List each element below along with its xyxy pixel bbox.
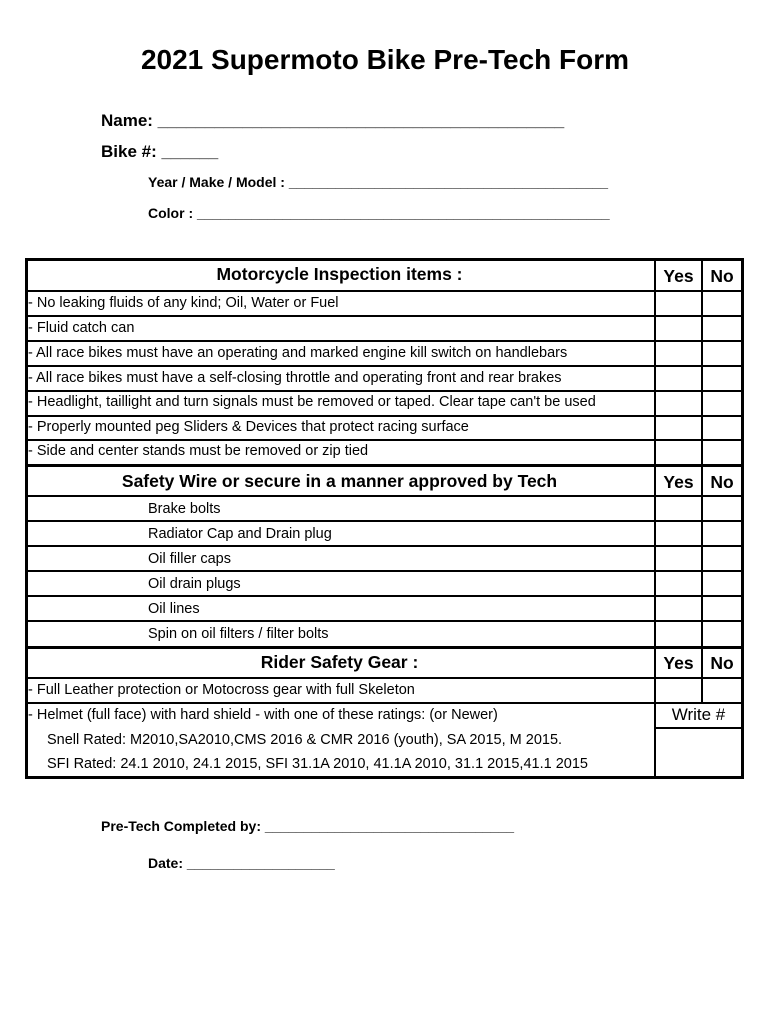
rider-gear-no-header: No [710, 653, 734, 673]
pre-tech-completed-by-field[interactable]: Pre-Tech Completed by: ________________________________ [101, 818, 515, 834]
bike-number-field[interactable]: Bike #: ______ [101, 142, 219, 161]
inspection-item: - No leaking fluids of any kind; Oil, Water or Fuel [28, 295, 339, 311]
inspection-no-header: No [710, 266, 734, 286]
inspection-item: - Side and center stands must be removed or zip tied [28, 443, 369, 459]
date-field[interactable]: Date: ___________________ [148, 855, 335, 871]
safety-wire-yes-header: Yes [663, 472, 694, 492]
rider-gear-item: - Full Leather protection or Motocross gear with full Skeleton [28, 682, 415, 698]
helmet-rating-write-box[interactable] [656, 729, 741, 776]
inspection-yes-header: Yes [663, 266, 694, 286]
safety-wire-item: Oil lines [148, 601, 200, 617]
safety-wire-item: Brake bolts [148, 501, 221, 517]
inspection-section-header: Motorcycle Inspection items : [216, 264, 463, 284]
inspection-table [25, 258, 744, 779]
rider-gear-yes-header: Yes [663, 653, 694, 673]
safety-wire-no-header: No [710, 472, 734, 492]
inspection-item: - Fluid catch can [28, 320, 135, 336]
safety-wire-section-header: Safety Wire or secure in a manner approved by Tech [121, 471, 558, 491]
year-make-model-field[interactable]: Year / Make / Model : _________________________________________ [148, 174, 609, 190]
inspection-item: - Properly mounted peg Sliders & Devices that protect racing surface [28, 419, 469, 435]
inspection-item: - All race bikes must have an operating and marked engine kill switch on handlebars [28, 345, 568, 361]
inspection-item: - Headlight, taillight and turn signals must be removed or taped. Clear tape can't be used [28, 394, 596, 410]
rider-gear-item: - Helmet (full face) with hard shield - with one of these ratings: (or Newer) [28, 707, 498, 723]
rider-gear-item: Snell Rated: M2010,SA2010,CMS 2016 & CMR 2016 (youth), SA 2015, M 2015. [47, 732, 563, 748]
rider-gear-section-header: Rider Safety Gear : [260, 652, 419, 672]
color-field[interactable]: Color : _____________________________________________________ [148, 205, 610, 221]
inspection-item: - All race bikes must have a self-closing throttle and operating front and rear brakes [28, 370, 562, 386]
safety-wire-item: Spin on oil filters / filter bolts [148, 626, 329, 642]
name-field[interactable]: Name: ___________________________________________ [101, 111, 565, 130]
form-title: 2021 Supermoto Bike Pre-Tech Form [140, 44, 630, 75]
write-number-label: Write # [671, 705, 726, 724]
safety-wire-item: Radiator Cap and Drain plug [148, 526, 332, 542]
rider-gear-item: SFI Rated: 24.1 2010, 24.1 2015, SFI 31.1A 2010, 41.1A 2010, 31.1 2015,41.1 2015 [47, 756, 588, 772]
safety-wire-item: Oil filler caps [148, 551, 231, 567]
safety-wire-item: Oil drain plugs [148, 576, 241, 592]
